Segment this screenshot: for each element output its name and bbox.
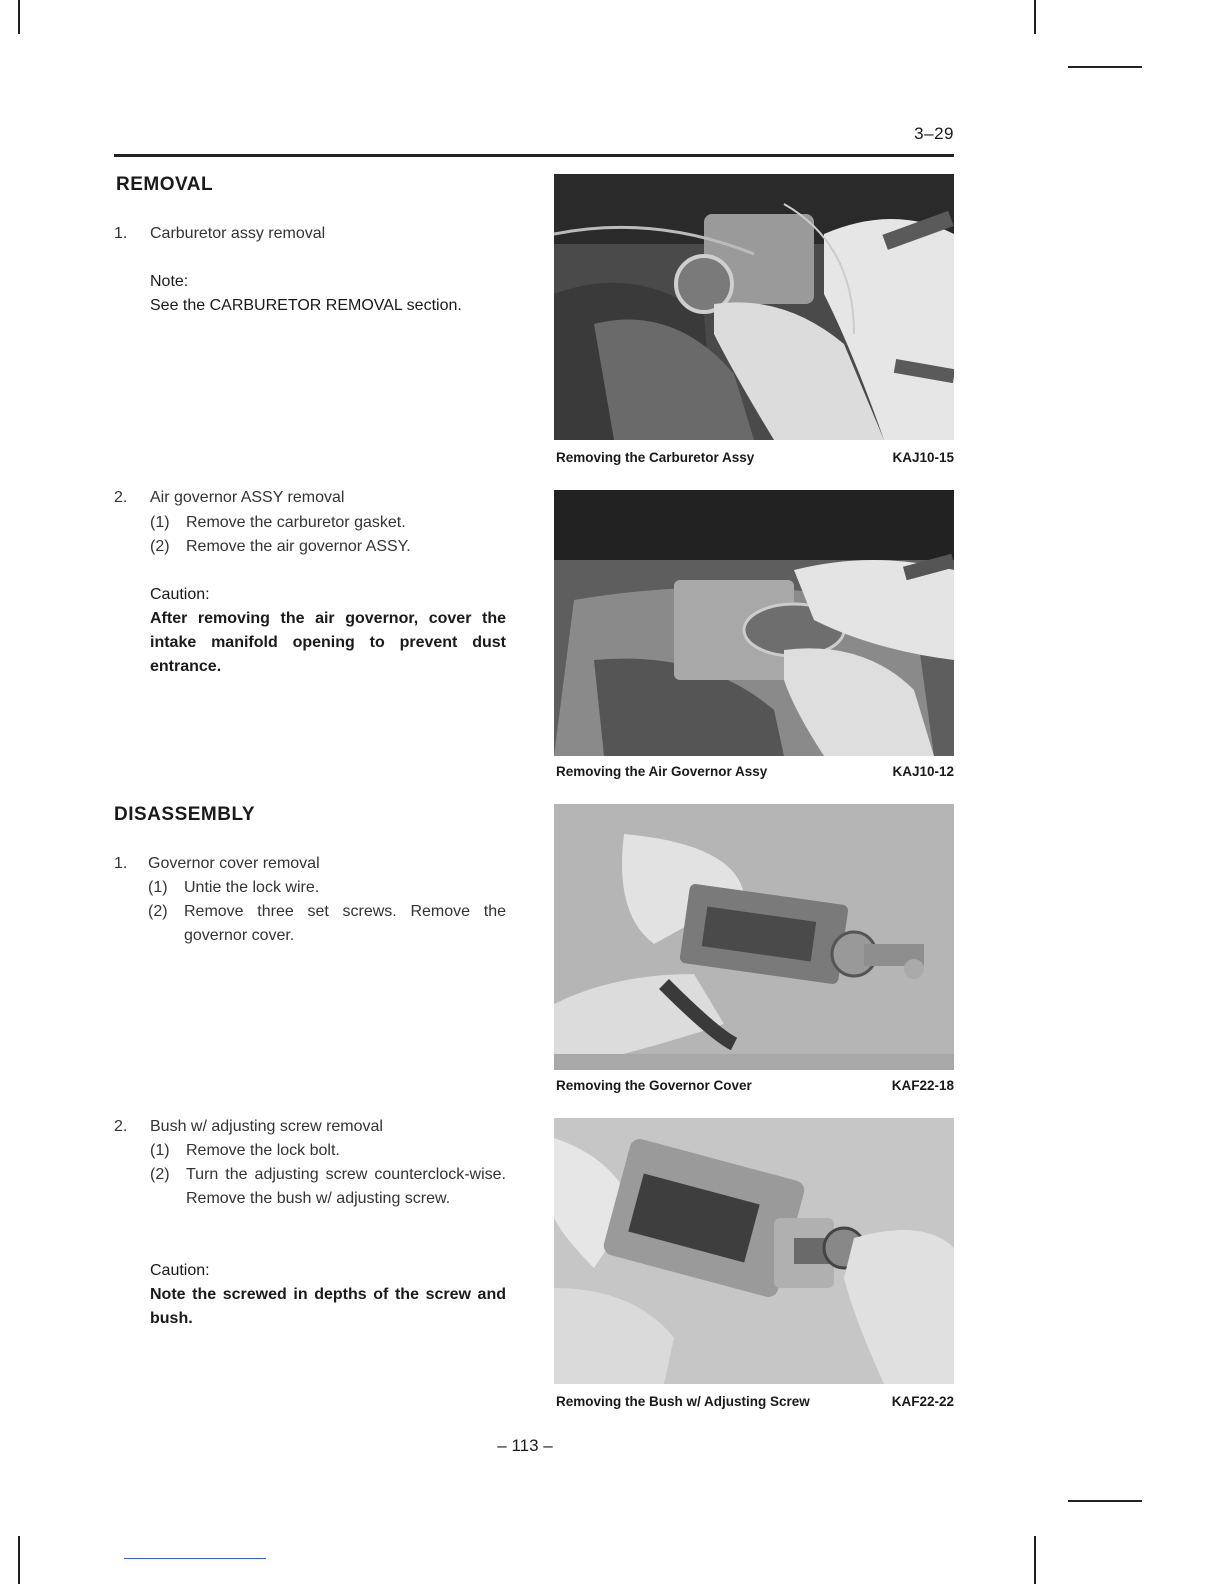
caption-text: Removing the Air Governor Assy bbox=[556, 764, 768, 779]
figure-code: KAJ10-15 bbox=[892, 450, 954, 465]
crop-mark-top-right-horizontal bbox=[1068, 66, 1142, 68]
disassembly-step-2-caution bbox=[150, 1259, 506, 1331]
step-number: 1. bbox=[114, 225, 128, 242]
substep-number: (2) bbox=[148, 903, 168, 920]
substep-text: Remove three set screws. Remove the governor cover. bbox=[184, 903, 506, 944]
note-text: See the CARBURETOR REMOVAL section. bbox=[150, 297, 462, 314]
section-page-number: 3–29 bbox=[914, 124, 954, 143]
caption-text: Removing the Bush w/ Adjusting Screw bbox=[556, 1394, 810, 1409]
caution-text: Note the screwed in depths of the screw and bush. bbox=[150, 1286, 506, 1327]
substep-number: (2) bbox=[150, 538, 170, 555]
substep-number: (2) bbox=[150, 1166, 170, 1183]
step-number: 1. bbox=[114, 855, 128, 872]
substep-text: Remove the air governor ASSY. bbox=[186, 538, 411, 555]
figure-caption-2 bbox=[556, 764, 956, 779]
substep-text: Untie the lock wire. bbox=[184, 879, 320, 896]
photo-carburetor-removal bbox=[554, 174, 954, 440]
crop-mark-top-left bbox=[18, 0, 20, 34]
page-number: – 113 – bbox=[497, 1436, 553, 1455]
crop-mark-bottom-right bbox=[1034, 1536, 1036, 1584]
photo-air-governor-removal bbox=[554, 490, 954, 756]
removal-heading: REMOVAL bbox=[116, 174, 214, 195]
figure-code: KAF22-22 bbox=[891, 1394, 954, 1409]
step-title: Governor cover removal bbox=[148, 855, 320, 872]
caption-text: Removing the Carburetor Assy bbox=[556, 450, 755, 465]
bottom-blue-line bbox=[124, 1558, 266, 1559]
disassembly-heading: DISASSEMBLY bbox=[114, 804, 255, 825]
caution-label: Caution: bbox=[150, 586, 210, 603]
figure-caption-4 bbox=[556, 1394, 956, 1409]
crop-mark-top-right bbox=[1034, 0, 1036, 34]
photo-bush-adjusting-screw-removal bbox=[554, 1118, 954, 1384]
step-title: Air governor ASSY removal bbox=[150, 489, 345, 506]
note-label: Note: bbox=[150, 273, 189, 290]
photo-governor-cover-removal bbox=[554, 804, 954, 1070]
caution-text: After removing the air governor, cover the intake manifold opening to prevent dust entrance. bbox=[150, 610, 506, 675]
figure-code: KAJ10-12 bbox=[892, 764, 954, 779]
caution-label: Caution: bbox=[150, 1262, 210, 1279]
removal-step-2-caution bbox=[150, 583, 506, 679]
step-title: Bush w/ adjusting screw removal bbox=[150, 1118, 383, 1135]
substep-text: Turn the adjusting screw counterclock-wise. Remove the bush w/ adjusting screw. bbox=[186, 1166, 506, 1207]
removal-step-1-note bbox=[150, 270, 506, 318]
figure-caption-1 bbox=[556, 450, 956, 465]
figure-caption-3 bbox=[556, 1078, 956, 1093]
crop-mark-bottom-right-horizontal bbox=[1068, 1500, 1142, 1502]
figure-code: KAF22-18 bbox=[891, 1078, 954, 1093]
substep-number: (1) bbox=[150, 514, 170, 531]
step-title: Carburetor assy removal bbox=[150, 225, 326, 242]
substep-text: Remove the carburetor gasket. bbox=[186, 514, 406, 531]
header-rule bbox=[114, 154, 954, 157]
substep-text: Remove the lock bolt. bbox=[186, 1142, 340, 1159]
substep-number: (1) bbox=[148, 879, 168, 896]
step-number: 2. bbox=[114, 1118, 128, 1135]
crop-mark-bottom-left bbox=[18, 1536, 20, 1584]
step-number: 2. bbox=[114, 489, 128, 506]
substep-number: (1) bbox=[150, 1142, 170, 1159]
caption-text: Removing the Governor Cover bbox=[556, 1078, 752, 1093]
